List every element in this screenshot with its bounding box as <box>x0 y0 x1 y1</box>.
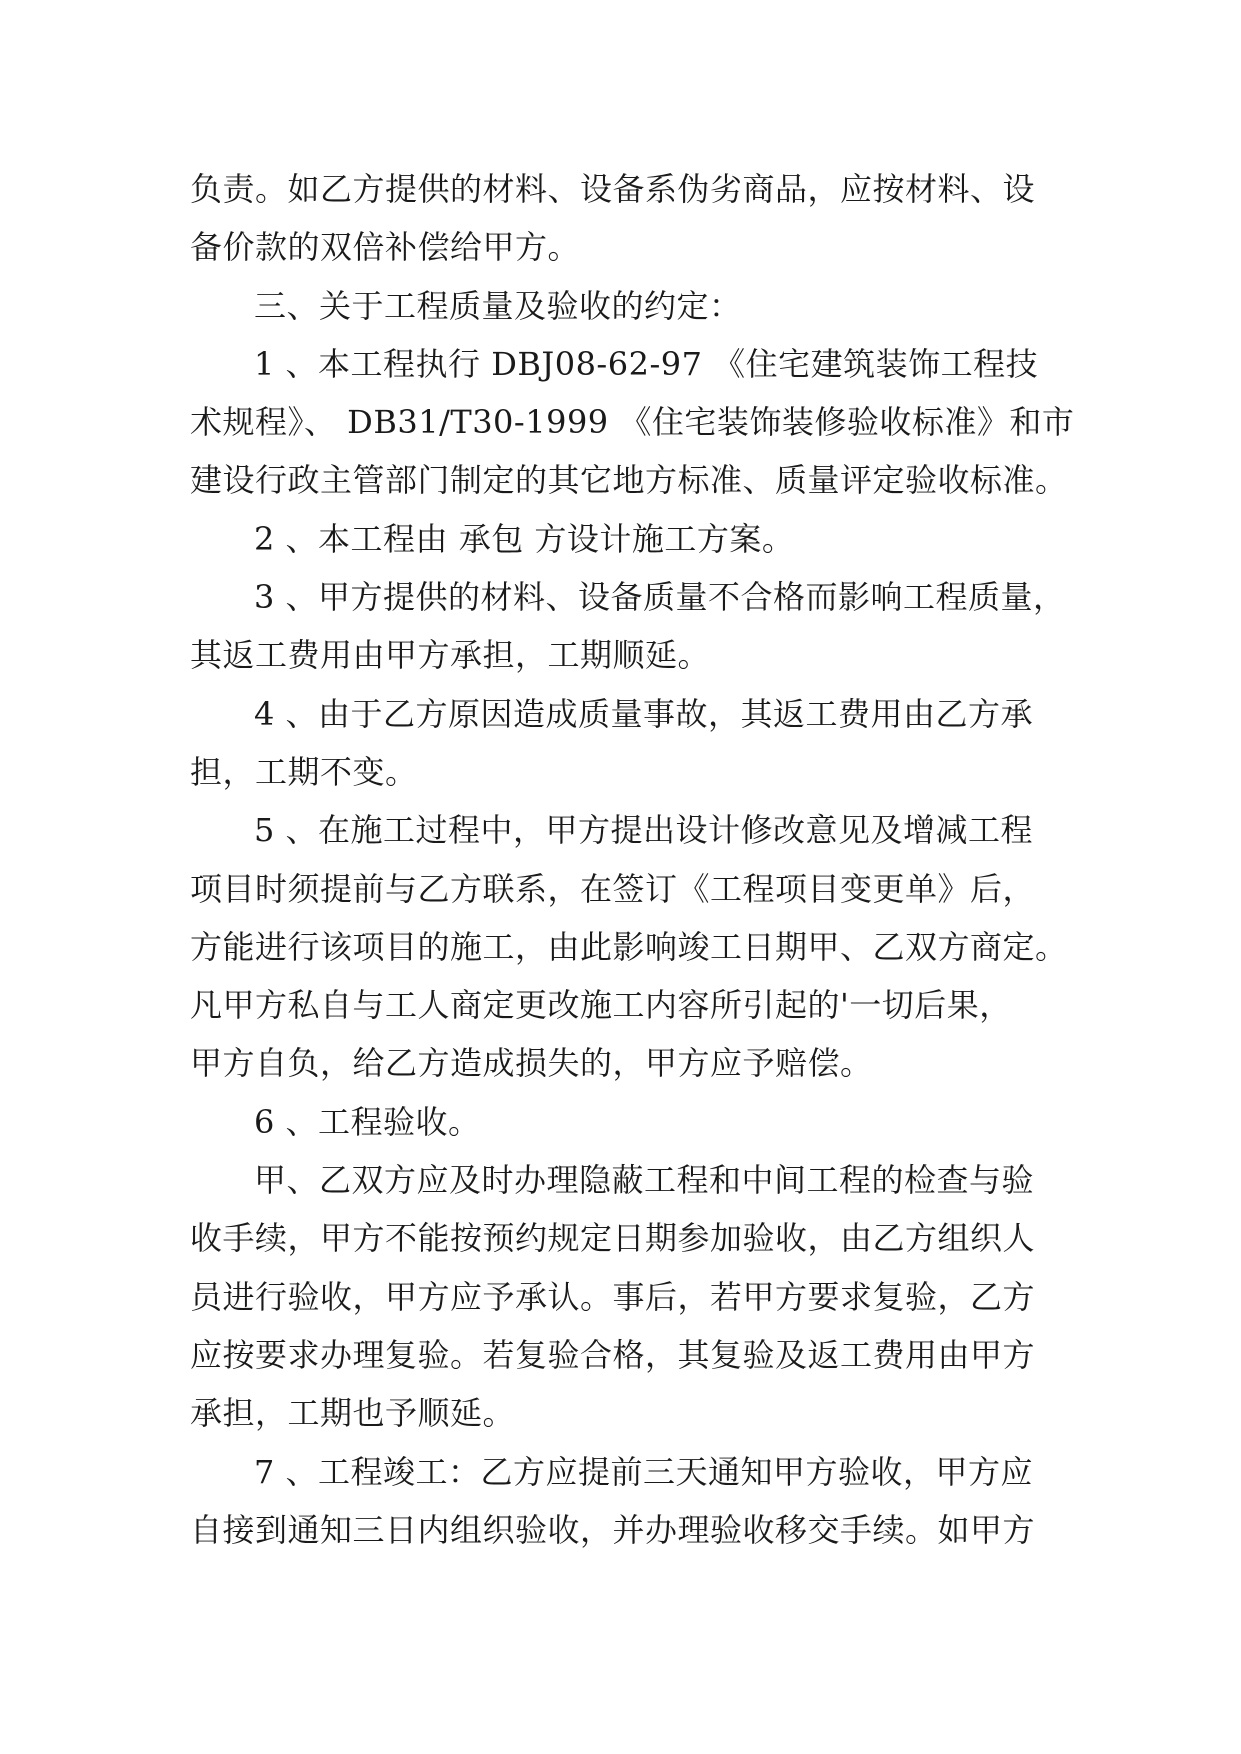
text-line: 方能进行该项目的施工，由此影响竣工日期甲、乙双方商定。 <box>190 927 1068 966</box>
text-line: 凡甲方私自与工人商定更改施工内容所引起的'一切后果， <box>190 986 1012 1025</box>
text-line: 术规程》、 DB31/T30-1999 《住宅装饰装修验收标准》和市 <box>190 403 1075 442</box>
text-line: 建设行政主管部门制定的其它地方标准、质量评定验收标准。 <box>190 461 1068 500</box>
text-line: 收手续，甲方不能按预约规定日期参加验收，由乙方组织人 <box>190 1219 1036 1258</box>
clause-line: 6 、工程验收。 <box>254 1102 481 1141</box>
text-line: 担，工期不变。 <box>190 752 418 791</box>
text-line: 承担，工期也予顺延。 <box>190 1394 516 1433</box>
section-heading: 三、关于工程质量及验收的约定： <box>254 286 742 325</box>
clause-line: 4 、由于乙方原因造成质量事故，其返工费用由乙方承 <box>254 694 1034 733</box>
text-line: 其返工费用由甲方承担，工期顺延。 <box>190 636 711 675</box>
document-body <box>190 160 1075 1559</box>
clause-line: 7 、工程竣工：乙方应提前三天通知甲方验收，甲方应 <box>254 1452 1034 1491</box>
text-line: 项目时须提前与乙方联系，在签订《工程项目变更单》后， <box>190 869 1036 908</box>
text-line: 甲方自负，给乙方造成损失的，甲方应予赔偿。 <box>190 1044 873 1083</box>
text-line: 负责。如乙方提供的材料、设备系伪劣商品，应按材料、设 <box>190 170 1036 208</box>
clause-line: 2 、本工程由 承包 方设计施工方案。 <box>254 519 795 558</box>
clause-line: 1 、本工程执行 DBJ08-62-97 《住宅建筑装饰工程技 <box>254 344 1039 383</box>
clause-line: 3 、甲方提供的材料、设备质量不合格而影响工程质量， <box>254 578 1066 617</box>
text-line: 员进行验收，甲方应予承认。事后，若甲方要求复验，乙方 <box>190 1277 1036 1316</box>
text-line: 自接到通知三日内组织验收，并办理验收移交手续。如甲方 <box>190 1510 1036 1549</box>
text-line: 应按要求办理复验。若复验合格，其复验及返工费用由甲方 <box>190 1335 1036 1374</box>
clause-line: 5 、在施工过程中，甲方提出设计修改意见及增减工程 <box>254 811 1034 850</box>
text-line: 备价款的双倍补偿给甲方。 <box>190 228 581 267</box>
paragraph-line: 甲、乙双方应及时办理隐蔽工程和中间工程的检查与验 <box>254 1161 1035 1200</box>
